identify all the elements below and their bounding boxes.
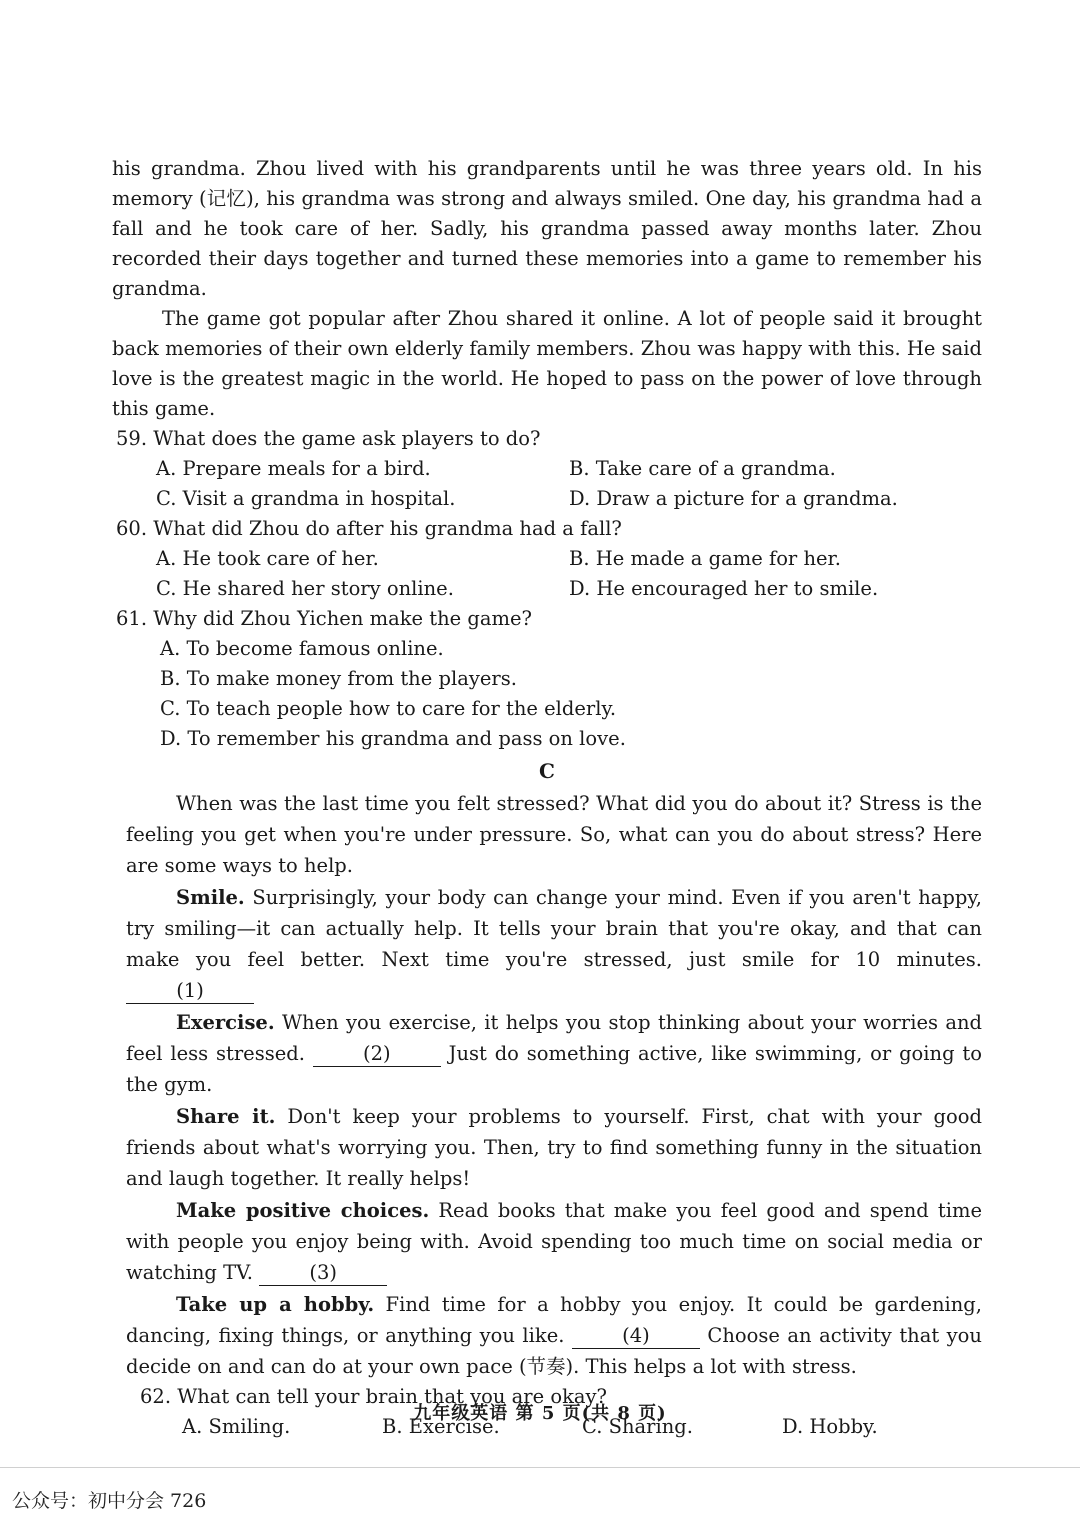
question-stem: 61. Why did Zhou Yichen make the game? (116, 607, 532, 630)
paragraph-hobby (126, 1289, 982, 1382)
paragraph-positive-choices (126, 1195, 982, 1288)
question-stem: 62. What can tell your brain that you are okay? (140, 1385, 607, 1408)
paragraph-text: Just do something active, like swimming, or going to the gym. (126, 1042, 982, 1096)
question-61 (112, 604, 982, 754)
option-c: C. Sharing. (582, 1415, 693, 1438)
option-b: B. He made a game for her. (569, 547, 841, 570)
paragraph-text: Read books that make you feel good and spend time with people you enjoy being with. Avoid spending too much time on social media or watching TV. (126, 1199, 982, 1284)
option-b: B. Exercise. (382, 1415, 500, 1438)
option-b: B. To make money from the players. (160, 667, 517, 690)
paragraph-text: Surprisingly, your body can change your mind. Even if you aren't happy, try smiling—it can actually help. It tells your brain that you're okay, and that can make you feel better. Next time you're stressed, just smile for 10 minutes. (126, 886, 982, 971)
option-d: D. To remember his grandma and pass on love. (160, 727, 626, 750)
option-a: A. Prepare meals for a bird. (156, 457, 431, 480)
option-row (112, 574, 982, 604)
blank-3: (3) (259, 1261, 387, 1286)
section-c-intro: When was the last time you felt stressed? What did you do about it? Stress is the feeling you get when you're under pressure. So, what can you do about stress? Here are some ways to help. (126, 792, 982, 877)
option-row (112, 544, 982, 574)
paragraph-lead: Exercise. (176, 1011, 275, 1034)
paragraph-lead: Make positive choices. (176, 1199, 430, 1222)
divider (0, 1467, 1080, 1468)
passage-b-paragraph-1: his grandma. Zhou lived with his grandparents until he was three years old. In his memory (记忆), his grandma was strong and always smiled. One day, his grandma had a fall and he took care of her. Sadly, his grandma passed away months later. Zhou recorded their days together and turned these memories into a game to remember his grandma. (112, 157, 982, 300)
blank-1: (1) (126, 979, 254, 1004)
section-heading: C (539, 759, 555, 783)
paragraph-text: When you exercise, it helps you stop thinking about your worries and feel less stressed. (126, 1011, 982, 1065)
question-stem: 60. What did Zhou do after his grandma had a fall? (116, 517, 622, 540)
paragraph-text: Choose an activity that you decide on and can do at your own pace (节奏). This helps a lot with stress. (126, 1324, 982, 1378)
option-d: D. Draw a picture for a grandma. (569, 487, 898, 510)
option-a: A. He took care of her. (156, 547, 379, 570)
option-a: A. To become famous online. (160, 637, 444, 660)
option-b: B. Take care of a grandma. (569, 457, 836, 480)
question-59 (112, 424, 982, 514)
watermark-text: 公众号：初中分会 726 (12, 1490, 207, 1512)
paragraph-share (126, 1101, 982, 1194)
paragraph-lead: Share it. (176, 1105, 276, 1128)
option-c: C. To teach people how to care for the elderly. (160, 697, 617, 720)
paragraph-smile (126, 882, 982, 1006)
blank-2: (2) (313, 1042, 441, 1067)
blank-4: (4) (572, 1324, 700, 1349)
option-c: C. Visit a grandma in hospital. (156, 487, 456, 510)
paragraph-text: Don't keep your problems to yourself. First, chat with your good friends about what's worrying you. Then, try to find something funny in the situation and laugh together. It really helps! (126, 1105, 982, 1190)
option-row (112, 484, 982, 514)
section-c-passage (112, 788, 982, 1442)
page-content (112, 154, 982, 1442)
question-60 (112, 514, 982, 604)
option-c: C. He shared her story online. (156, 577, 454, 600)
paragraph-text: Find time for a hobby you enjoy. It could be gardening, dancing, fixing things, or anything you like. (126, 1293, 982, 1347)
option-d: D. Hobby. (782, 1415, 878, 1438)
paragraph-exercise (126, 1007, 982, 1100)
page-number-footer: 九年级英语 第 5 页(共 8 页) (413, 1403, 667, 1424)
option-d: D. He encouraged her to smile. (569, 577, 879, 600)
question-stem: 59. What does the game ask players to do? (116, 427, 541, 450)
passage-b-paragraph-2: The game got popular after Zhou shared it online. A lot of people said it brought back memories of their own elderly family members. Zhou was happy with this. He said love is the greatest magic in the world. He hoped to pass on the power of love through this game. (112, 307, 982, 420)
paragraph-lead: Take up a hobby. (176, 1293, 375, 1316)
option-a: A. Smiling. (182, 1415, 291, 1438)
paragraph-lead: Smile. (176, 886, 245, 909)
option-row (112, 454, 982, 484)
